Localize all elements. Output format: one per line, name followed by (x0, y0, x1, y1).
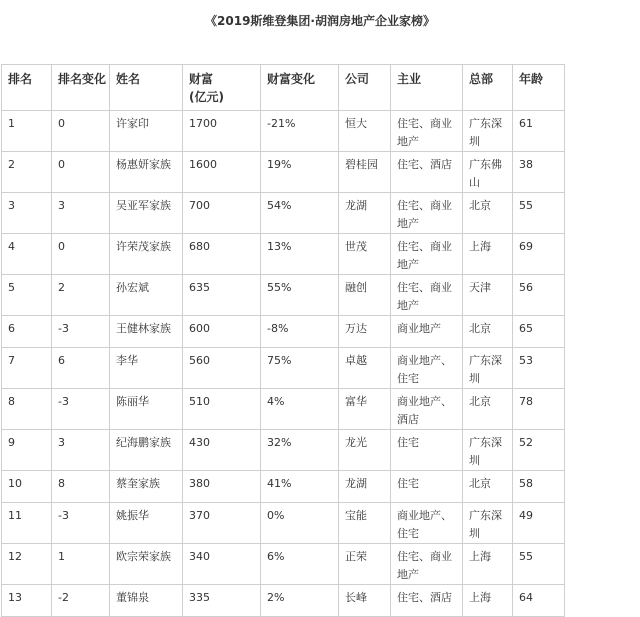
cell-wealth-change: 13% (261, 234, 339, 275)
table-row (2, 503, 565, 544)
cell-hq: 广东深圳 (463, 348, 513, 389)
table-row (2, 348, 565, 389)
cell-rank-change: 8 (52, 471, 110, 503)
cell-rank: 6 (2, 316, 52, 348)
cell-rank: 12 (2, 544, 52, 585)
cell-name: 杨惠妍家族 (110, 152, 183, 193)
cell-age: 52 (513, 430, 565, 471)
cell-rank-change: -3 (52, 389, 110, 430)
cell-rank-change: 0 (52, 234, 110, 275)
cell-hq: 天津 (463, 275, 513, 316)
cell-business: 住宅 (391, 430, 463, 471)
cell-rank: 13 (2, 585, 52, 617)
cell-rank-change: 0 (52, 111, 110, 152)
cell-business: 住宅、商业地产 (391, 111, 463, 152)
cell-wealth: 1700 (183, 111, 261, 152)
table-row (2, 275, 565, 316)
cell-company: 龙光 (339, 430, 391, 471)
cell-rank-change: -2 (52, 585, 110, 617)
cell-name: 陈丽华 (110, 389, 183, 430)
header-business: 主业 (391, 65, 463, 111)
cell-company: 长峰 (339, 585, 391, 617)
table-row (2, 193, 565, 234)
cell-rank-change: 0 (52, 152, 110, 193)
header-wealth (183, 65, 261, 111)
table-row (2, 389, 565, 430)
cell-wealth: 680 (183, 234, 261, 275)
cell-company: 恒大 (339, 111, 391, 152)
table-row (2, 152, 565, 193)
cell-business: 商业地产、住宅 (391, 503, 463, 544)
cell-business: 住宅 (391, 471, 463, 503)
cell-wealth-change: 54% (261, 193, 339, 234)
cell-hq: 北京 (463, 316, 513, 348)
cell-age: 64 (513, 585, 565, 617)
ranking-table (1, 64, 565, 617)
cell-name: 李华 (110, 348, 183, 389)
cell-company: 富华 (339, 389, 391, 430)
cell-wealth: 380 (183, 471, 261, 503)
cell-company: 万达 (339, 316, 391, 348)
cell-business: 商业地产、住宅 (391, 348, 463, 389)
table-row (2, 111, 565, 152)
cell-age: 69 (513, 234, 565, 275)
cell-rank: 7 (2, 348, 52, 389)
header-company: 公司 (339, 65, 391, 111)
cell-hq: 上海 (463, 544, 513, 585)
cell-wealth: 510 (183, 389, 261, 430)
cell-business: 住宅、商业地产 (391, 544, 463, 585)
table-row (2, 471, 565, 503)
cell-company: 龙湖 (339, 471, 391, 503)
cell-business: 商业地产 (391, 316, 463, 348)
cell-name: 吴亚军家族 (110, 193, 183, 234)
cell-business: 住宅、商业地产 (391, 234, 463, 275)
cell-name: 王健林家族 (110, 316, 183, 348)
cell-hq: 北京 (463, 389, 513, 430)
cell-name: 董锦泉 (110, 585, 183, 617)
cell-company: 融创 (339, 275, 391, 316)
cell-rank: 9 (2, 430, 52, 471)
cell-company: 世茂 (339, 234, 391, 275)
cell-hq: 北京 (463, 471, 513, 503)
cell-rank-change: 3 (52, 430, 110, 471)
cell-name: 纪海鹏家族 (110, 430, 183, 471)
cell-name: 姚振华 (110, 503, 183, 544)
cell-age: 53 (513, 348, 565, 389)
cell-hq: 广东深圳 (463, 111, 513, 152)
header-name: 姓名 (110, 65, 183, 111)
cell-wealth: 700 (183, 193, 261, 234)
table-header-row (2, 65, 565, 111)
cell-wealth-change: -8% (261, 316, 339, 348)
cell-rank: 8 (2, 389, 52, 430)
cell-company: 正荣 (339, 544, 391, 585)
table-row (2, 316, 565, 348)
cell-company: 宝能 (339, 503, 391, 544)
table-row (2, 544, 565, 585)
cell-hq: 上海 (463, 234, 513, 275)
cell-name: 欧宗荣家族 (110, 544, 183, 585)
cell-business: 住宅、商业地产 (391, 193, 463, 234)
cell-wealth-change: -21% (261, 111, 339, 152)
cell-name: 蔡奎家族 (110, 471, 183, 503)
cell-name: 孙宏斌 (110, 275, 183, 316)
cell-rank: 10 (2, 471, 52, 503)
header-rank: 排名 (2, 65, 52, 111)
cell-rank: 4 (2, 234, 52, 275)
cell-rank: 2 (2, 152, 52, 193)
cell-age: 78 (513, 389, 565, 430)
cell-hq: 广东深圳 (463, 503, 513, 544)
cell-wealth-change: 55% (261, 275, 339, 316)
cell-wealth-change: 2% (261, 585, 339, 617)
table-row (2, 430, 565, 471)
cell-wealth: 335 (183, 585, 261, 617)
cell-name: 许家印 (110, 111, 183, 152)
cell-wealth: 370 (183, 503, 261, 544)
cell-age: 38 (513, 152, 565, 193)
header-hq: 总部 (463, 65, 513, 111)
cell-wealth: 560 (183, 348, 261, 389)
cell-company: 龙湖 (339, 193, 391, 234)
cell-wealth-change: 75% (261, 348, 339, 389)
cell-age: 65 (513, 316, 565, 348)
cell-business: 住宅、酒店 (391, 585, 463, 617)
cell-age: 49 (513, 503, 565, 544)
header-age: 年龄 (513, 65, 565, 111)
cell-wealth-change: 0% (261, 503, 339, 544)
cell-hq: 北京 (463, 193, 513, 234)
cell-rank-change: -3 (52, 316, 110, 348)
cell-rank-change: -3 (52, 503, 110, 544)
cell-business: 住宅、酒店 (391, 152, 463, 193)
cell-rank: 11 (2, 503, 52, 544)
cell-rank-change: 1 (52, 544, 110, 585)
cell-company: 碧桂园 (339, 152, 391, 193)
header-wealth-label: 财富 (189, 72, 214, 86)
cell-wealth: 635 (183, 275, 261, 316)
cell-wealth: 430 (183, 430, 261, 471)
table-row (2, 234, 565, 275)
cell-hq: 广东佛山 (463, 152, 513, 193)
cell-age: 55 (513, 193, 565, 234)
cell-age: 56 (513, 275, 565, 316)
cell-wealth-change: 6% (261, 544, 339, 585)
cell-rank-change: 2 (52, 275, 110, 316)
cell-company: 卓越 (339, 348, 391, 389)
cell-rank-change: 6 (52, 348, 110, 389)
cell-wealth-change: 32% (261, 430, 339, 471)
header-wealth-unit: (亿元) (189, 90, 224, 104)
page-title: 《2019斯维登集团·胡润房地产企业家榜》 (205, 14, 435, 28)
cell-wealth-change: 4% (261, 389, 339, 430)
cell-wealth: 340 (183, 544, 261, 585)
cell-business: 商业地产、酒店 (391, 389, 463, 430)
cell-rank: 3 (2, 193, 52, 234)
cell-rank: 5 (2, 275, 52, 316)
cell-hq: 广东深圳 (463, 430, 513, 471)
cell-rank: 1 (2, 111, 52, 152)
cell-age: 58 (513, 471, 565, 503)
cell-age: 55 (513, 544, 565, 585)
cell-wealth: 600 (183, 316, 261, 348)
table-row (2, 585, 565, 617)
cell-rank-change: 3 (52, 193, 110, 234)
header-rank-change: 排名变化 (52, 65, 110, 111)
cell-business: 住宅、商业地产 (391, 275, 463, 316)
cell-name: 许荣茂家族 (110, 234, 183, 275)
header-wealth-change: 财富变化 (261, 65, 339, 111)
cell-age: 61 (513, 111, 565, 152)
cell-wealth-change: 41% (261, 471, 339, 503)
cell-wealth: 1600 (183, 152, 261, 193)
cell-hq: 上海 (463, 585, 513, 617)
cell-wealth-change: 19% (261, 152, 339, 193)
